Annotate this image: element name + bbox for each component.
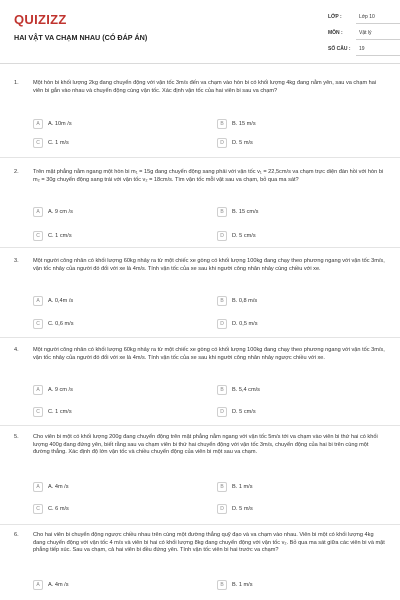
meta-row-count [328, 46, 400, 62]
option-text: A. 0,4m /s [48, 297, 74, 304]
option-a[interactable] [33, 579, 69, 590]
question-6 [14, 532, 386, 594]
option-letter: A [33, 580, 43, 590]
meta-value: Lớp 10 [356, 14, 400, 24]
option-text: C. 0,6 m/s [48, 320, 74, 327]
option-a[interactable] [33, 206, 73, 217]
question-number: 4. [14, 347, 19, 353]
option-letter: B [217, 296, 227, 306]
option-text: B. 1 m/s [232, 581, 253, 588]
question-2 [14, 169, 386, 239]
option-b[interactable] [217, 481, 253, 492]
option-c[interactable] [33, 230, 72, 241]
question-3 [14, 258, 386, 330]
option-letter: A [33, 385, 43, 395]
option-letter: D [217, 319, 227, 329]
option-letter: C [33, 319, 43, 329]
option-d[interactable] [217, 406, 256, 417]
option-text: C. 6 m/s [48, 505, 69, 512]
option-text: A. 9 cm /s [48, 208, 73, 215]
option-text: D. 5 cm/s [232, 408, 256, 415]
option-text: A. 4m /s [48, 581, 69, 588]
question-text: Trên mặt phẳng nằm ngang một hòn bi m₁ = 15g đang chuyển động sang phải với vận tốc v₁ = 22,5cm/s va chạm trực diện đàn hồi với hòn bi m₂ = 30g chuyển động sang trái với vận tốc v₂ = 18cm/s. Tìm vận tốc mỗi vật sau va chạm, bỏ qua ma sát? [33, 169, 384, 183]
option-letter: B [217, 385, 227, 395]
option-text: C. 1 cm/s [48, 408, 72, 415]
option-text: B. 15 m/s [232, 120, 256, 127]
option-b[interactable] [217, 579, 253, 590]
option-text: D. 0,5 m/s [232, 320, 258, 327]
question-5 [14, 434, 386, 519]
option-text: C. 1 cm/s [48, 232, 72, 239]
option-text: C. 1 m/s [48, 139, 69, 146]
meta-value: 19 [356, 46, 400, 56]
option-text: A. 4m /s [48, 483, 69, 490]
question-text: Một người công nhân có khối lượng 60kg nhảy ra từ một chiếc xe gòng có khối lượng 100kg đang chạy theo phương ngang với vận tốc 3m/s, vận tốc nhảy của người đó đối với xe là 4m/s. Tính vận tốc của xe sau khi người công nhân nhảy ngược chiều với xe. [33, 347, 385, 361]
option-d[interactable] [217, 230, 256, 241]
page-title: HAI VẬT VA CHẠM NHAU (CÓ ĐÁP ÁN) [14, 33, 148, 42]
option-text: B. 0,8 m/s [232, 297, 258, 304]
option-letter: C [33, 138, 43, 148]
option-letter: A [33, 207, 43, 217]
option-letter: A [33, 482, 43, 492]
option-letter: C [33, 231, 43, 241]
question-text: Cho viên bi một có khối lượng 200g đang chuyển động trên mặt phẳng nằm ngang với vận tốc 5m/s tới va chạm vào viên bi thứ hai có khối lượng 400g đang đứng yên, biết rằng sau va chạm viên bi thứ hai chuyển động với vận tốc 3m/s, chuyển động của hai bi trên cùng một đường thẳng. Xác định độ lớn vận tốc và chiều chuyển động của viên bi một sau va chạm. [33, 434, 378, 456]
option-d[interactable] [217, 137, 253, 148]
option-text: B. 1 m/s [232, 483, 253, 490]
option-letter: B [217, 119, 227, 129]
question-divider [0, 157, 400, 158]
worksheet-header [14, 12, 386, 68]
option-c[interactable] [33, 318, 74, 329]
option-letter: D [217, 231, 227, 241]
question-number: 6. [14, 532, 19, 538]
question-number: 5. [14, 434, 19, 440]
question-4 [14, 347, 386, 419]
option-b[interactable] [217, 206, 258, 217]
question-number: 1. [14, 80, 19, 86]
meta-block [328, 14, 400, 62]
question-number: 3. [14, 258, 19, 264]
meta-label: MÔN : [328, 30, 343, 36]
meta-row-class [328, 14, 400, 30]
question-number: 2. [14, 169, 19, 175]
option-letter: D [217, 504, 227, 514]
option-text: B. 5,4 cm/s [232, 386, 260, 393]
meta-value: Vật lý [356, 30, 400, 40]
meta-label: SỐ CÂU : [328, 46, 351, 52]
option-a[interactable] [33, 384, 73, 395]
option-letter: D [217, 407, 227, 417]
header-divider [0, 63, 400, 64]
meta-label: LỚP : [328, 14, 342, 20]
question-divider [0, 247, 400, 248]
quizizz-logo: QUIZIZZ [14, 12, 67, 27]
meta-row-subject [328, 30, 400, 46]
option-b[interactable] [217, 295, 257, 306]
option-letter: A [33, 119, 43, 129]
question-1 [14, 80, 386, 146]
option-text: D. 5 m/s [232, 505, 253, 512]
option-c[interactable] [33, 137, 69, 148]
option-letter: A [33, 296, 43, 306]
option-text: A. 9 cm /s [48, 386, 73, 393]
option-letter: C [33, 504, 43, 514]
option-b[interactable] [217, 384, 260, 395]
option-text: D. 5 m/s [232, 139, 253, 146]
question-divider [0, 425, 400, 426]
option-text: D. 5 cm/s [232, 232, 256, 239]
option-b[interactable] [217, 118, 256, 129]
option-d[interactable] [217, 318, 258, 329]
option-a[interactable] [33, 295, 73, 306]
option-letter: B [217, 207, 227, 217]
option-a[interactable] [33, 118, 72, 129]
question-text: Một người công nhân có khối lượng 60kg nhảy ra từ một chiếc xe gòng có khối lượng 100kg đang chạy theo phương ngang với vận tốc 3m/s, vận tốc nhảy của người đó đối với xe là 4m/s. Tính vận tốc của xe sau khi người công nhân nhảy cùng chiều với xe. [33, 258, 385, 272]
option-c[interactable] [33, 406, 72, 417]
option-letter: B [217, 482, 227, 492]
option-text: A. 10m /s [48, 120, 72, 127]
option-d[interactable] [217, 503, 253, 514]
option-c[interactable] [33, 503, 69, 514]
question-text: Một hòn bi khối lượng 2kg đang chuyển động với vận tốc 3m/s đến va chạm vào hòn bi có khối lượng 4kg đang nằm yên, sau va chạm hai viên bi gắn vào nhau và chuyển động cùng vận tốc. Xác định vận tốc của hai viên bi sau va chạm? [33, 80, 377, 94]
question-divider [0, 524, 400, 525]
question-text: Cho hai viên bi chuyển động ngược chiều nhau trên cùng một đường thẳng quỹ đạo và va chạm vào nhau. Viên bi một có khối lượng 4kg đang chuyển động với vận tốc 4 m/s và viên bi hai có khối lượng 8kg đang chuyển động với vận tốc v₂. Bỏ qua ma sát giữa các viên bi và mặt phẳng tiếp xúc. Sau va chạm, cả hai viên bi đều đứng yên. Tính vận tốc viên bi hai trước va chạm? [33, 532, 385, 554]
question-divider [0, 337, 400, 338]
option-text: B. 15 cm/s [232, 208, 259, 215]
option-letter: B [217, 580, 227, 590]
option-letter: D [217, 138, 227, 148]
option-a[interactable] [33, 481, 69, 492]
option-letter: C [33, 407, 43, 417]
